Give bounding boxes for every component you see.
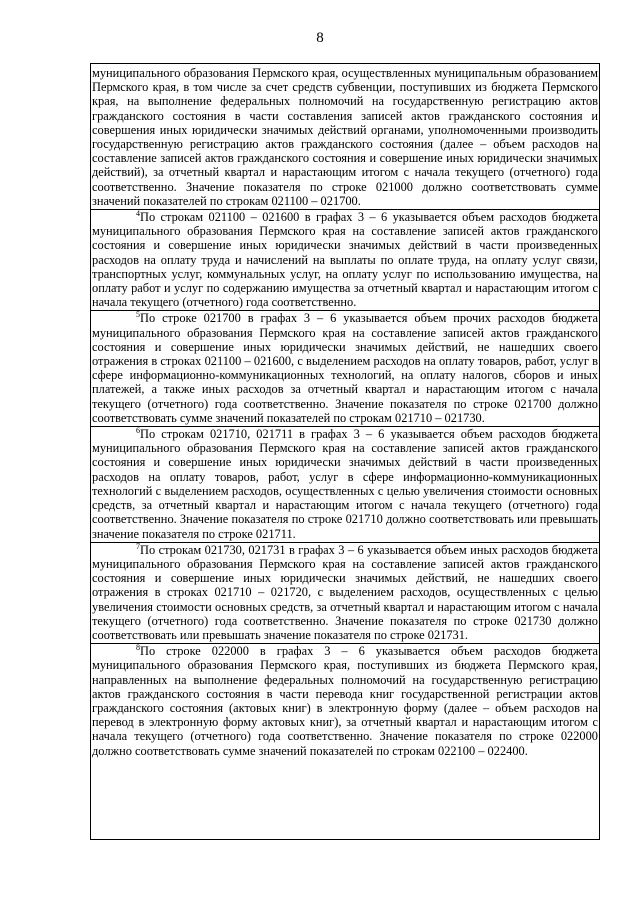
- paragraph-note-4: [92, 210, 598, 309]
- paragraph-note-7: [92, 543, 598, 642]
- paragraph-text: По строкам 021710, 021711 в графах 3 – 6 указывается объем расходов бюджета муниципального образования Пермского края на составление записей актов гражданского состояния и совершение иных юридически значимых действий в части произведенных расходов на оплату товаров, работ, услуг в сфере информационно-коммуникационных технологий с выделением расходов, осуществленных с целью увеличения стоимости основных средств, за отчетный квартал и нарастающим итогом с начала текущего (отчетного) года соответственно. Значение показателя по строке 021710 должно соответствовать или превышать значение показателя по строке 021711.: [92, 427, 598, 541]
- paragraph-note-6: [92, 427, 598, 541]
- footnote-mark: 5: [136, 310, 140, 320]
- footnote-mark: 7: [136, 541, 140, 551]
- paragraph-note-5: [92, 311, 598, 425]
- footnote-mark: 4: [136, 208, 140, 218]
- paragraph-text: По строкам 021730, 021731 в графах 3 – 6 указывается объем иных расходов бюджета муниципального образования Пермского края на составление записей актов гражданского состояния и совершение иных юридически значимых действий, не нашедших своего отражения в строках 021710 – 021720, с выделением расходов, осуществленных с целью увеличения стоимости основных средств, за отчетный квартал и нарастающим итогом с начала текущего (отчетного) года соответственно. Значение показателя по строке 021730 должно соответствовать или превышать значение показателя по строке 021731.: [92, 542, 598, 642]
- footnote-mark: 8: [136, 643, 140, 652]
- paragraph-text: По строкам 021100 – 021600 в графах 3 – 6 указывается объем расходов бюджета муниципального образования Пермского края на составление записей актов гражданского состояния и совершение иных юридически значимых действий в части произведенных расходов на оплату труда и начислений на выплаты по оплате труда, на оплату услуг связи, транспортных услуг, коммунальных услуг, на оплату услуг по использованию имущества, на оплату работ и услуг по содержанию имущества за отчетный квартал и нарастающим итогом с начала текущего (отчетного) года соответственно.: [92, 210, 598, 310]
- paragraph-note-8: [92, 644, 598, 758]
- footnote-mark: 6: [136, 425, 140, 435]
- paragraph-continuation: муниципального образования Пермского края, осуществленных муниципальным образованием Пермского края, в том числе за счет средств субвенции, поступивших из бюджета Пермского края, на выполнение федеральных полномочий на государственную регистрацию актов гражданского состояния в части составления записей актов гражданского состояния и совершения иных юридически значимых действий органами, уполномоченными производить государственную регистрацию актов гражданского состояния (далее – объем расходов на составление записей актов гражданского состояния и совершение иных юридически значимых действий), за отчетный квартал и нарастающим итогом с начала текущего (отчетного) года соответственно. Значение показателя по строке 021000 должно соответствовать сумме значений показателей по строкам 021100 – 021700.: [92, 66, 598, 208]
- paragraph-text: По строке 022000 в графах 3 – 6 указывается объем расходов бюджета муниципального образования Пермского края, поступивших из бюджета Пермского края, направленных на выполнение федеральных полномочий на государственную регистрацию актов гражданского состояния в части перевода книг государственной регистрации актов гражданского состояния (актовых книг) в электронную форму (далее – объем расходов на перевод в электронную форму актовых книг), за отчетный квартал и нарастающим итогом с начала текущего (отчетного) года соответственно. Значение показателя по строке 022000 должно соответствовать сумме значений показателей по строкам 022100 – 022400.: [92, 644, 598, 758]
- instructions-text: [92, 66, 598, 758]
- paragraph-text: По строке 021700 в графах 3 – 6 указывается объем прочих расходов бюджета муниципального образования Пермского края на составление записей актов гражданского состояния и совершение иных юридически значимых действий, не нашедших своего отражения в строках 021100 – 021600, с выделением расходов на оплату товаров, работ, услуг в сфере информационно-коммуникационных технологий, на оплату налогов, сборов и иных платежей, а также иных расходов за отчетный квартал и нарастающим итогом с начала текущего (отчетного) года соответственно. Значение показателя по строке 021700 должно соответствовать сумме значений показателей по строкам 021710 – 021730.: [92, 311, 598, 425]
- page-number: 8: [316, 30, 324, 46]
